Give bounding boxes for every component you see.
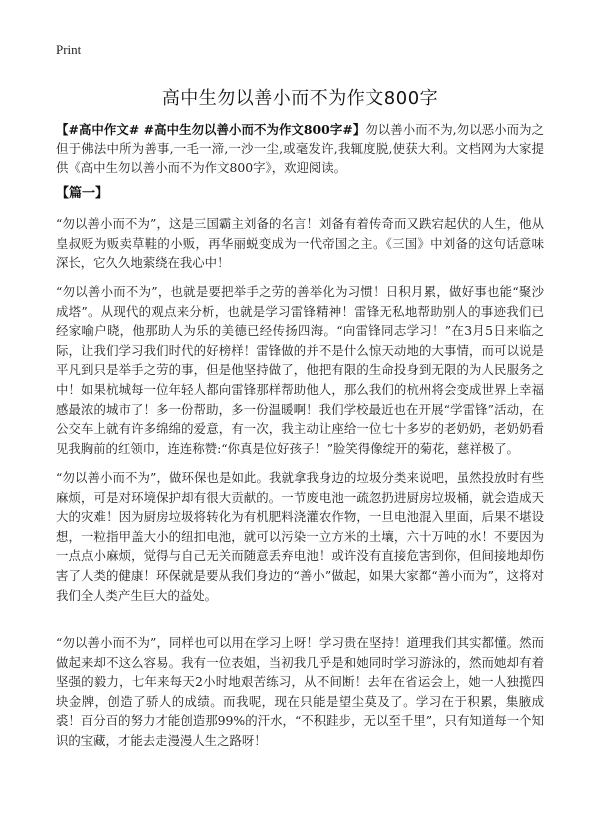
print-label: Print	[56, 42, 82, 57]
paragraph-1: “勿以善小而不为”，这是三国霸主刘备的名言！刘备有着传奇而又跌宕起伏的人生，他从皇叔贬为贩卖草鞋的小贩，再华丽蜕变成为一代帝国之主。《三国》中刘备的这句话意味深长，它久久地萦绕在我心中！	[56, 216, 544, 271]
paragraph-4: “勿以善小而不为”，同样也可以用在学习上呀！学习贵在坚持！道理我们其实都懂。然而做起来却不这么容易。我有一位表姐，当初我几乎是和她同时学习游泳的，然而她却有着坚强的毅力，七年来每天2小时地艰苦练习，从不间断！去年在省运会上，她一人独揽四块金牌，创造了骄人的成绩。而我呢，现在只能是望尘莫及了。学习在于积累，集腋成裘！百分百的努力才能创造那99%的汗水，“不积跬步，无以至千里”，只有知道每一个知识的宝藏，才能去走漫漫人生之路呀！	[56, 635, 544, 748]
section-heading: 【篇一】	[56, 186, 109, 201]
paragraph-2: “勿以善小而不为”，也就是要把举手之劳的善举化为习惯！日积月累，做好事也能“聚沙成塔”。从现代的观点来分析，也就是学习雷锋精神！雷锋无私地帮助别人的事迹我们已经家喻户晓，他那助人为乐的美德已经传扬四海。“向雷锋同志学习！”在3月5日来临之际，让我们学习我们时代的好榜样！雷锋做的并不是什么惊天动地的大事情，而可以说是平凡到只是举手之劳的事，但是他坚持做了，他把有限的生命投身到无限的为人民服务之中！如果杭城每一位年轻人都向雷锋那样帮助他人，那么我们的杭州将会变成世界上幸福感最浓的城市了！多一份帮助，多一份温暖啊！我们学校最近也在开展“学雷锋”活动，在公交车上就有许多绵绵的爱意，有一次，我主动让座给一位七十多岁的老奶奶，老奶奶看见我胸前的红领巾，连连称赞:“你真是位好孩子！”脸笑得像绽开的菊花，慈祥极了。	[56, 284, 544, 456]
paragraph-3: “勿以善小而不为”，做环保也是如此。我就拿我身边的垃圾分类来说吧，虽然投放时有些麻烦，可是对环境保护却有很大贡献的。一节废电池一疏忽扔进厨房垃圾桶，就会造成天大的灾难！因为厨房垃圾将转化为有机肥料浇灌农作物，一旦电池混入里面，后果不堪设想，一粒指甲盖大小的纽扣电池，就可以污染一立方米的土壤，六十万吨的水！不要因为一点点小麻烦，觉得与自己无关而随意丢弃电池！或许没有直接危害到你，但间接地却伤害了人类的健康！环保就是要从我们身边的“善小”做起，如果大家都“善小而为”，这将对我们全人类产生巨大的益处。	[56, 470, 544, 603]
intro-paragraph	[56, 120, 544, 177]
intro-text: 勿以善小而不为,勿以恶小而为之 但于佛法中所为善事,一毛一渧,一沙一尘,或毫发许,我辄度脱,使获大利。文档网为大家提供《高中生勿以善小而不为作文800字》，欢迎阅读。	[56, 122, 544, 175]
page-title: 高中生勿以善小而不为作文800字	[161, 88, 439, 109]
intro-tag: 【#高中作文# #高中生勿以善小而不为作文800字#】	[56, 122, 366, 137]
